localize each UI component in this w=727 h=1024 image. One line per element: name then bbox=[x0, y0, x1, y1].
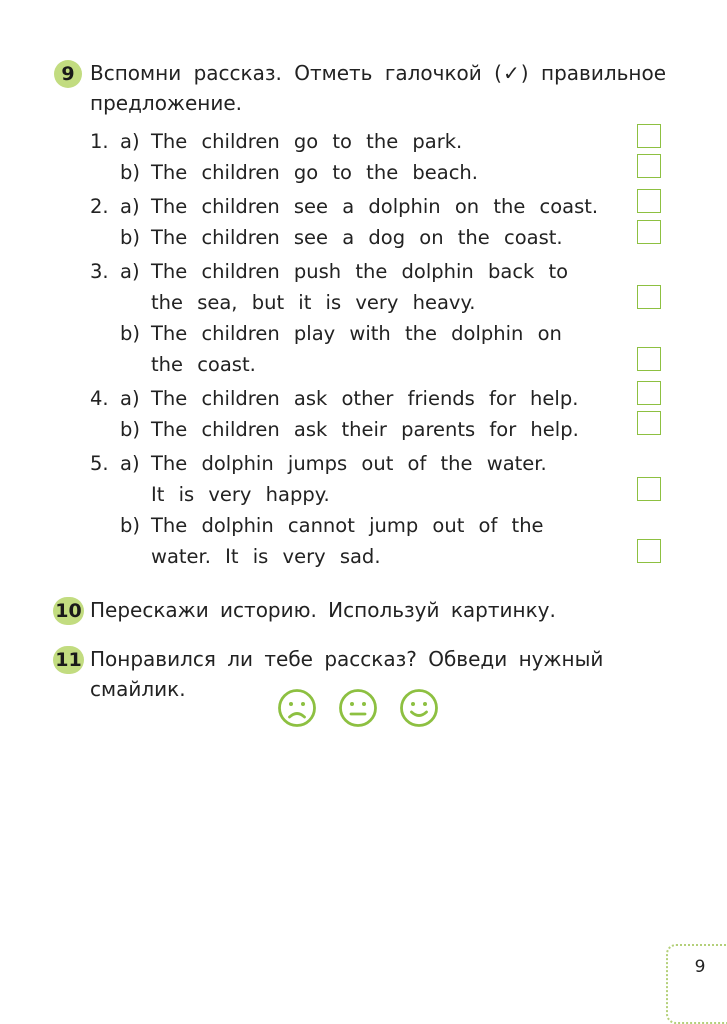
item-4a-text: The children ask other friends for help. bbox=[151, 387, 579, 410]
item-1b-text: The children go to the beach. bbox=[151, 161, 478, 184]
item-4-number: 4. bbox=[90, 387, 109, 410]
exercise-10-number: 10 bbox=[53, 597, 84, 625]
sad-face-icon[interactable] bbox=[277, 688, 317, 728]
exercise-9-number: 9 bbox=[54, 60, 82, 88]
page-number: 9 bbox=[694, 957, 706, 977]
item-5b-letter: b) bbox=[120, 514, 140, 537]
checkbox-1a[interactable] bbox=[637, 124, 661, 148]
item-5b-text-line-2: water. It is very sad. bbox=[151, 545, 381, 568]
item-4b-text: The children ask their parents for help. bbox=[151, 418, 579, 441]
item-2b-letter: b) bbox=[120, 226, 140, 249]
exercise-9-instruction: Вспомни рассказ. Отметь галочкой (✓) правильное предложение. bbox=[90, 61, 666, 115]
item-2b-text: The children see a dog on the coast. bbox=[151, 226, 563, 249]
item-1-number: 1. bbox=[90, 130, 109, 153]
item-1a-letter: a) bbox=[120, 130, 140, 153]
item-5a-text-line-1: The dolphin jumps out of the water. bbox=[151, 452, 547, 475]
item-3b-text-line-2: the coast. bbox=[151, 353, 256, 376]
checkbox-3b[interactable] bbox=[637, 347, 661, 371]
exercise-10-instruction: Перескажи историю. Используй картинку. bbox=[90, 598, 556, 622]
item-5a-text-line-2: It is very happy. bbox=[151, 483, 330, 506]
item-5b-text-line-1: The dolphin cannot jump out of the bbox=[151, 514, 544, 537]
item-2-number: 2. bbox=[90, 195, 109, 218]
checkbox-1b[interactable] bbox=[637, 154, 661, 178]
checkbox-4b[interactable] bbox=[637, 411, 661, 435]
item-5a-letter: a) bbox=[120, 452, 140, 475]
exercise-11-instruction: Понравился ли тебе рассказ? Обведи нужный смайлик. bbox=[90, 647, 604, 701]
item-3b-text-line-1: The children play with the dolphin on bbox=[151, 322, 562, 345]
item-4b-letter: b) bbox=[120, 418, 140, 441]
happy-face-icon[interactable] bbox=[399, 688, 439, 728]
item-5-number: 5. bbox=[90, 452, 109, 475]
page-number-tab bbox=[666, 944, 727, 1024]
exercise-11-number: 11 bbox=[53, 646, 84, 674]
item-3a-text-line-1: The children push the dolphin back to bbox=[151, 260, 569, 283]
item-1a-text: The children go to the park. bbox=[151, 130, 463, 153]
item-4a-letter: a) bbox=[120, 387, 140, 410]
checkbox-3a[interactable] bbox=[637, 285, 661, 309]
checkbox-2b[interactable] bbox=[637, 220, 661, 244]
neutral-face-icon[interactable] bbox=[338, 688, 378, 728]
checkbox-4a[interactable] bbox=[637, 381, 661, 405]
item-2a-text: The children see a dolphin on the coast. bbox=[151, 195, 599, 218]
item-3-number: 3. bbox=[90, 260, 109, 283]
item-3a-text-line-2: the sea, but it is very heavy. bbox=[151, 291, 476, 314]
checkbox-2a[interactable] bbox=[637, 189, 661, 213]
item-2a-letter: a) bbox=[120, 195, 140, 218]
checkbox-5a[interactable] bbox=[637, 477, 661, 501]
checkbox-5b[interactable] bbox=[637, 539, 661, 563]
item-1b-letter: b) bbox=[120, 161, 140, 184]
item-3b-letter: b) bbox=[120, 322, 140, 345]
item-3a-letter: a) bbox=[120, 260, 140, 283]
